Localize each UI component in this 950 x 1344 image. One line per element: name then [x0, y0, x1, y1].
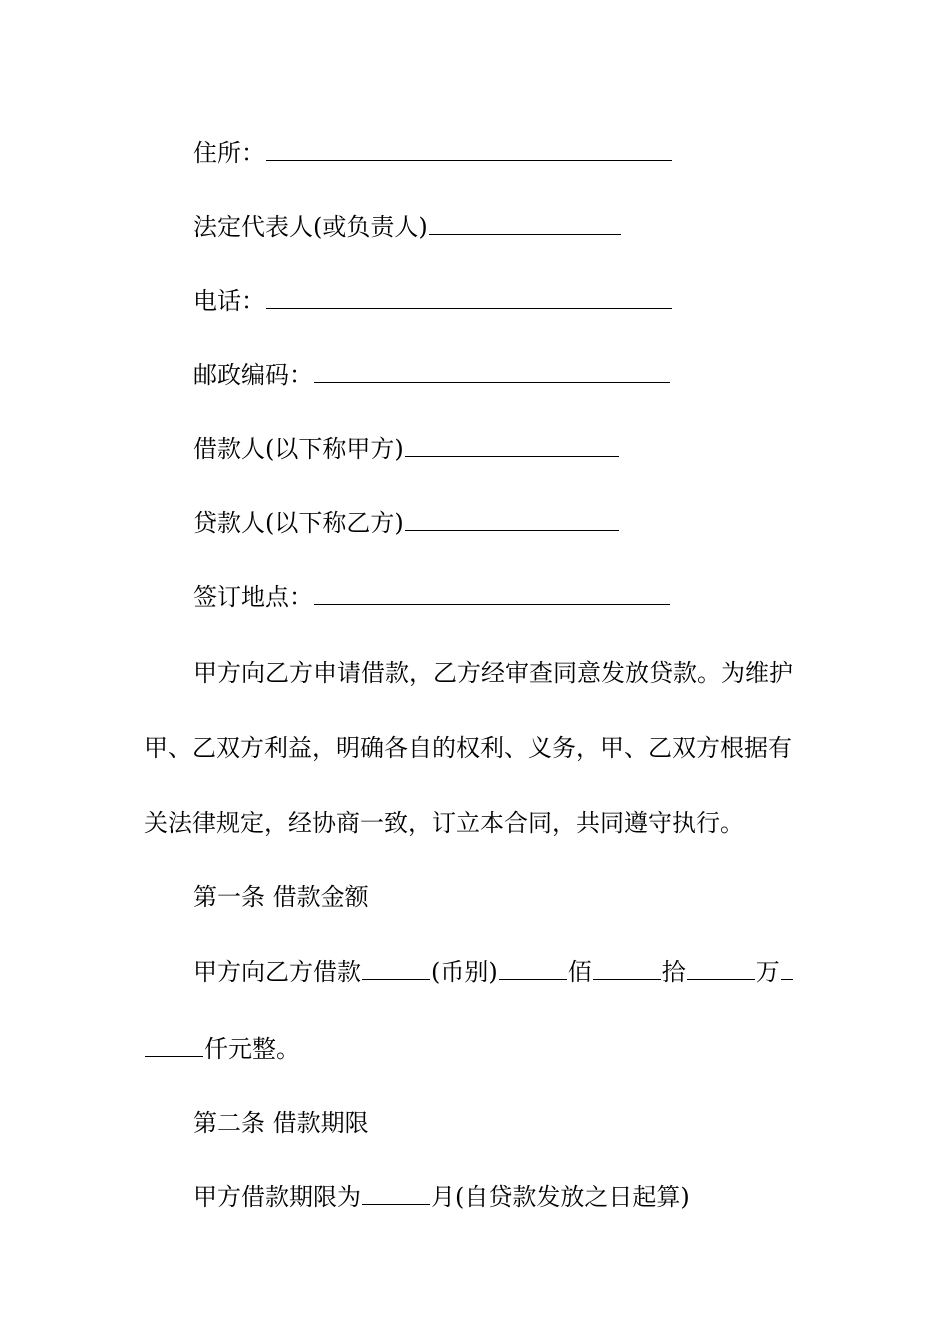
- preamble-line-1: 甲方向乙方申请借款，乙方经审查同意发放贷款。为维护: [193, 659, 793, 687]
- hundred-label: 佰: [567, 958, 592, 986]
- preamble-line-2: 甲、乙双方利益，明确各自的权利、义务，甲、乙双方根据有: [144, 734, 792, 762]
- address-label: 住所：: [193, 139, 265, 167]
- borrower-line: [193, 432, 620, 466]
- term-months-blank[interactable]: [362, 1180, 430, 1205]
- signing-place-blank[interactable]: [314, 580, 670, 605]
- ten-label: 拾: [661, 958, 686, 986]
- postal-code-label: 邮政编码：: [193, 361, 313, 389]
- amount-blank[interactable]: [362, 955, 430, 980]
- article-1-heading: 第一条 借款金额: [193, 883, 369, 911]
- legal-representative-blank[interactable]: [429, 210, 621, 235]
- legal-representative-line: [193, 210, 622, 244]
- ten-thousand-label: 万: [755, 958, 780, 986]
- postal-code-blank[interactable]: [314, 358, 670, 383]
- hundred-million-blank[interactable]: [499, 955, 567, 980]
- signing-place-label: 签订地点：: [193, 583, 313, 611]
- ten-million-blank[interactable]: [593, 955, 661, 980]
- article-2-heading: 第二条 借款期限: [193, 1109, 369, 1137]
- amount-prefix: 甲方向乙方借款: [193, 958, 361, 986]
- address-blank[interactable]: [266, 136, 672, 161]
- term-prefix: 甲方借款期限为: [193, 1183, 361, 1211]
- legal-representative-label: 法定代表人(或负责人): [193, 213, 428, 241]
- preamble-line-3: 关法律规定，经协商一致，订立本合同，共同遵守执行。: [144, 809, 744, 837]
- article-1-amount-line: [193, 955, 794, 989]
- term-suffix: 月(自贷款发放之日起算): [431, 1183, 690, 1211]
- thousand-blank-start[interactable]: [781, 955, 793, 980]
- phone-blank[interactable]: [266, 284, 672, 309]
- lender-line: [193, 506, 620, 540]
- phone-label: 电话：: [193, 287, 265, 315]
- article-2-term-line: [193, 1180, 690, 1214]
- phone-line: [193, 284, 673, 318]
- article-1-amount-line-2: [144, 1032, 300, 1066]
- million-blank[interactable]: [687, 955, 755, 980]
- lender-blank[interactable]: [405, 506, 619, 531]
- address-line: [193, 136, 673, 170]
- thousand-blank[interactable]: [145, 1032, 203, 1057]
- signing-place-line: [193, 580, 671, 614]
- currency-label: (币别): [431, 958, 498, 986]
- borrower-label: 借款人(以下称甲方): [193, 435, 404, 463]
- borrower-blank[interactable]: [405, 432, 619, 457]
- lender-label: 贷款人(以下称乙方): [193, 509, 404, 537]
- postal-code-line: [193, 358, 671, 392]
- thousand-yuan-label: 仟元整。: [204, 1035, 300, 1063]
